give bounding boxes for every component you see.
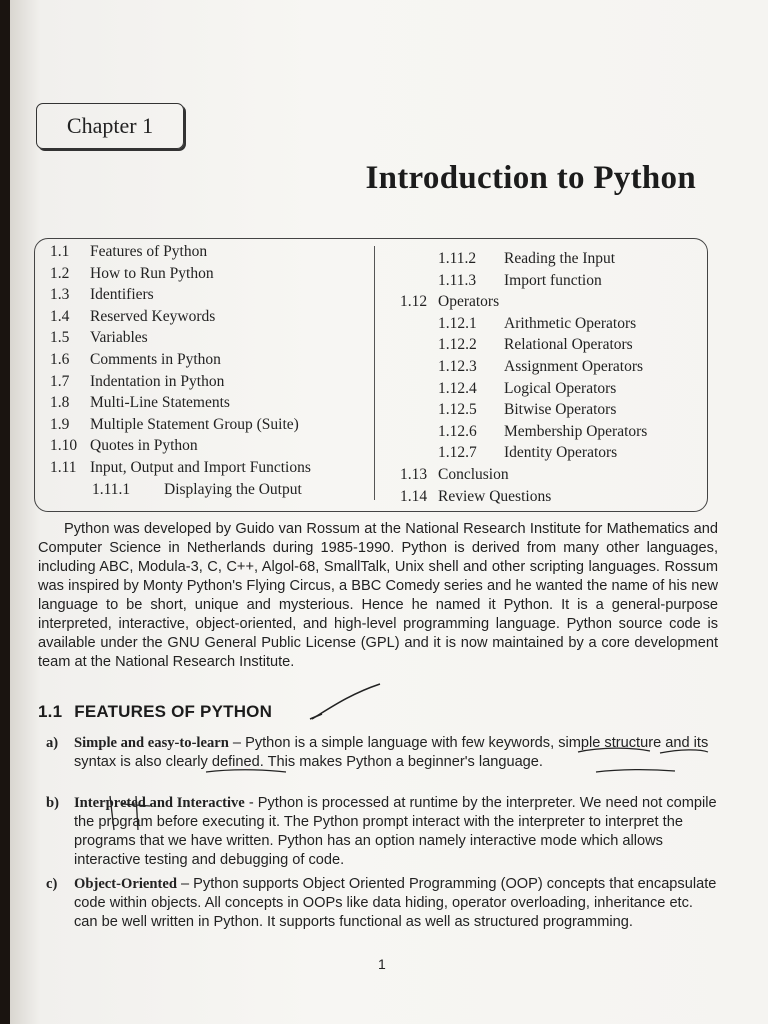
toc-number: 1.6	[50, 351, 70, 368]
chapter-title: Introduction to Python	[365, 160, 696, 196]
toc-label: Logical Operators	[504, 379, 617, 397]
toc-number: 1.12.4	[438, 379, 477, 397]
book-page	[10, 0, 768, 1024]
toc-number: 1.7	[50, 372, 70, 390]
toc-number: 1.8	[50, 394, 70, 412]
pen-annotation-marks	[10, 0, 768, 1024]
feature-marker: b)	[46, 795, 59, 811]
toc-number: 1.3	[50, 286, 70, 304]
feature-term: Interpreted and Interactive	[74, 795, 245, 811]
toc-number: 1.13	[400, 466, 428, 483]
toc-number: 1.14	[400, 487, 428, 505]
toc-label: Input, Output and Import Functions	[90, 459, 311, 476]
toc-label: Variables	[90, 329, 148, 347]
toc-number: 1.11.1	[92, 480, 131, 498]
toc-label: Bitwise Operators	[504, 401, 617, 419]
toc-label: Relational Operators	[504, 336, 633, 354]
toc-label: How to Run Python	[90, 264, 214, 282]
toc-number: 1.12.2	[438, 336, 477, 354]
toc-label: Arithmetic Operators	[504, 314, 637, 332]
toc-number: 1.12.6	[438, 422, 477, 440]
toc-number: 1.12.3	[438, 358, 477, 375]
toc-label: Assignment Operators	[504, 358, 644, 375]
feature-marker: a)	[46, 735, 59, 751]
toc-label: Reading the Input	[504, 250, 616, 267]
feature-term: Simple and easy-to-learn	[74, 735, 229, 751]
pen-strike-mark	[136, 796, 138, 830]
toc-label: Indentation in Python	[90, 372, 225, 390]
pen-underline	[206, 770, 286, 772]
pen-underline	[578, 748, 650, 752]
toc-label: Multi-Line Statements	[90, 394, 230, 412]
toc-number: 1.5	[50, 329, 70, 347]
toc-number: 1.9	[50, 415, 70, 433]
pen-underline	[660, 750, 708, 753]
toc-label: Quotes in Python	[90, 437, 198, 455]
toc-label: Review Questions	[438, 487, 552, 505]
chapter-label: Chapter 1	[66, 113, 154, 138]
toc-number: 1.12.1	[438, 314, 477, 332]
pen-underline	[596, 770, 675, 772]
page-number: 1	[378, 956, 386, 972]
intro-paragraph: Python was developed by Guido van Rossum at the National Research Institute for Mathematics and Computer Science in Netherlands during 1985-1990. Python is derived from many other languages, including ABC, Modula-3, C, C++, Algol-68, SmallTalk, Unix shell and other scripting languages. Rossum was inspired by Monty Python's Flying Circus, a BBC Comedy series and he wanted the name of his new language to be short, unique and mysterious. Hence he named it Python. It is a general-purpose interpreted, interactive, object-oriented, and high-level programming language. Python source code is available under the GNU General Public License (GPL) and it is now maintained by a core development team at the National Research Institute.	[38, 521, 718, 670]
toc-number: 1.12.5	[438, 401, 477, 419]
toc-label: Features of Python	[90, 243, 208, 260]
toc-label: Comments in Python	[90, 351, 221, 368]
pen-strike-mark	[110, 796, 114, 830]
feature-text: - Python is processed at runtime by the interpreter. We need not compile the program before executing it. The Python prompt interact with the interpreter to interpret the programs that we have written. Python has an option namely interactive mode which allows interactive testing and debugging of code.	[74, 795, 717, 868]
section-title: FEATURES OF PYTHON	[74, 702, 273, 721]
feature-marker: c)	[46, 876, 58, 892]
feature-text: – Python supports Object Oriented Programming (OOP) concepts that encapsulate code within objects. All concepts in OOPs like data hiding, operator overloading, inheritance etc. can be well written in Python. It supports functional as well as structured programming.	[74, 876, 717, 930]
toc-label: Import function	[504, 271, 602, 289]
toc-number: 1.12.7	[438, 444, 477, 462]
pen-tick-mark	[310, 714, 322, 719]
toc-label: Displaying the Output	[164, 480, 302, 498]
pen-tick-mark	[312, 684, 380, 719]
section-number: 1.1	[38, 702, 63, 721]
toc-number: 1.11	[50, 459, 77, 476]
toc-number: 1.12	[400, 293, 428, 311]
toc-label: Operators	[438, 293, 500, 311]
feature-term: Object-Oriented	[74, 876, 177, 892]
toc-number: 1.1	[50, 243, 70, 260]
toc-label: Reserved Keywords	[90, 307, 216, 325]
toc-number: 1.4	[50, 307, 70, 325]
toc-number: 1.11.2	[438, 250, 477, 267]
toc-number: 1.11.3	[438, 271, 477, 289]
toc-number: 1.2	[50, 264, 70, 282]
feature-text: – Python is a simple language with few keywords, simple structure and its syntax is also clearly defined. This makes Python a beginner's language.	[74, 735, 709, 770]
toc-number: 1.10	[50, 437, 78, 455]
toc-label: Conclusion	[438, 466, 509, 483]
toc-label: Identity Operators	[504, 444, 618, 462]
toc-label: Multiple Statement Group (Suite)	[90, 415, 299, 433]
toc-label: Membership Operators	[504, 422, 648, 440]
toc-label: Identifiers	[90, 286, 154, 304]
